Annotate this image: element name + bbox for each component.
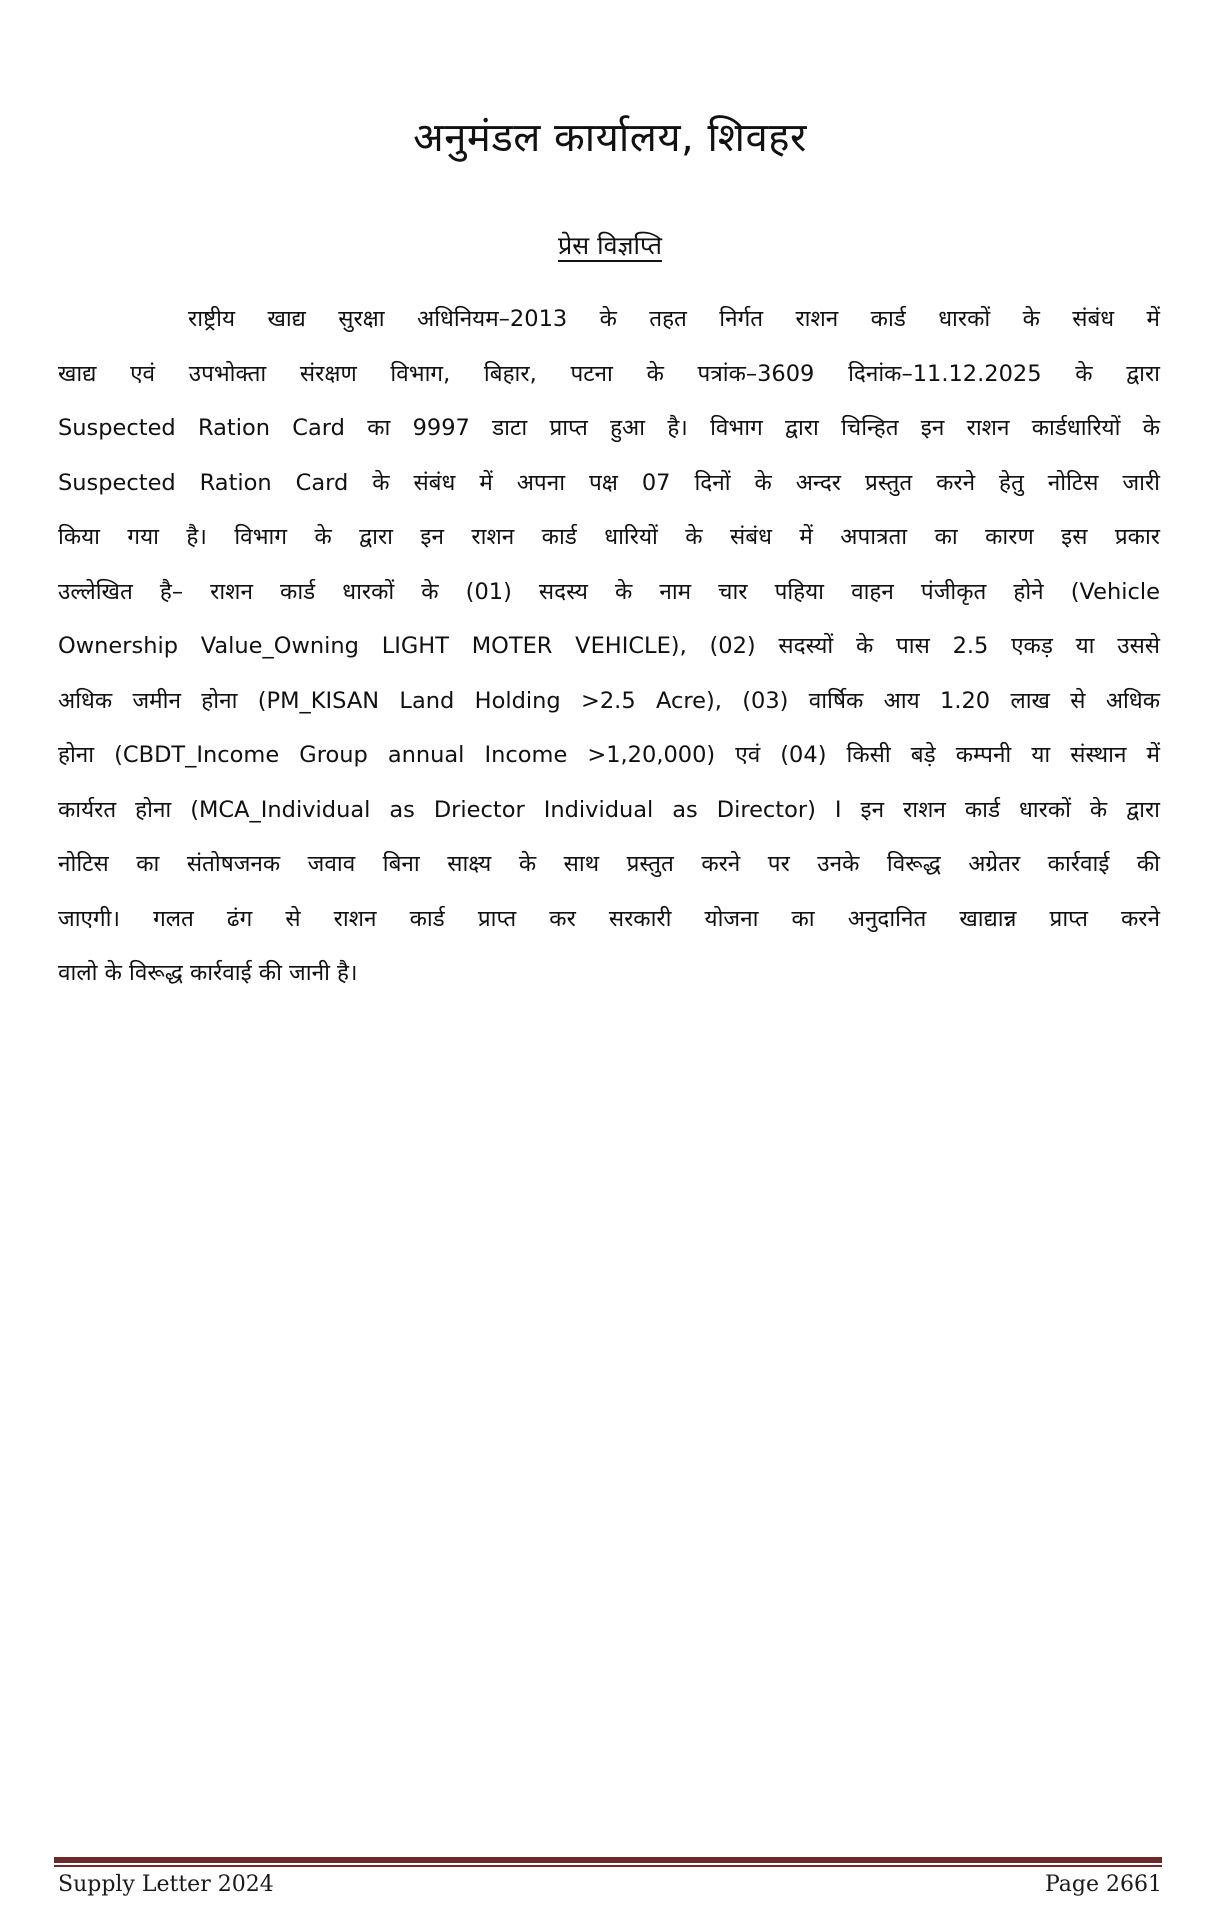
footer-page-number: Page 2661 xyxy=(1044,1872,1162,1897)
press-release-body xyxy=(58,292,1160,1001)
office-title: अनुमंडल कार्यालय, शिवहर xyxy=(413,115,807,161)
body-line: Suspected Ration Card के संबंध में अपना पक्ष 07 दिनों के अन्दर प्रस्तुत करने हेतु नोटिस जारी xyxy=(58,469,1160,496)
body-line: जाएगी। गलत ढंग से राशन कार्ड प्राप्त कर सरकारी योजना का अनुदानित खाद्यान्न प्राप्त करने xyxy=(58,905,1160,932)
footer-document-label: Supply Letter 2024 xyxy=(58,1872,274,1897)
press-release-heading: प्रेस विज्ञप्ति xyxy=(558,231,662,260)
body-line: उल्लेखित है– राशन कार्ड धारकों के (01) सदस्य के नाम चार पहिया वाहन पंजीकृत होने (Vehicle xyxy=(58,578,1160,605)
body-line: Suspected Ration Card का 9997 डाटा प्राप्त हुआ है। विभाग द्वारा चिन्हित इन राशन कार्डधारियों के xyxy=(58,415,1160,441)
body-line: कार्यरत होना (MCA_Individual as Driector Individual as Director) I इन राशन कार्ड धारकों के द्वारा xyxy=(58,796,1160,823)
body-line: किया गया है। विभाग के द्वारा इन राशन कार्ड धारियों के संबंध में अपात्रता का कारण इस प्रकार xyxy=(58,524,1160,550)
body-line: होना (CBDT_Income Group annual Income >1,20,000) एवं (04) किसी बड़े कम्पनी या संस्थान में xyxy=(58,742,1160,768)
body-line: अधिक जमीन होना (PM_KISAN Land Holding >2.5 Acre), (03) वार्षिक आय 1.20 लाख से अधिक xyxy=(58,687,1160,714)
body-line: नोटिस का संतोषजनक जवाव बिना साक्ष्य के साथ प्रस्तुत करने पर उनके विरूद्ध अग्रेतर कार्रवाई की xyxy=(58,851,1160,877)
body-line: Ownership Value_Owning LIGHT MOTER VEHICLE), (02) सदस्यों के पास 2.5 एकड़ या उससे xyxy=(58,633,1160,659)
body-line: खाद्य एवं उपभोक्ता संरक्षण विभाग, बिहार, पटना के पत्रांक–3609 दिनांक–11.12.2025 के द्वारा xyxy=(58,360,1160,387)
footer-divider-thick xyxy=(54,1857,1162,1863)
body-line: वालो के विरूद्ध कार्रवाई की जानी है। xyxy=(58,960,358,986)
press-release-heading-wrap xyxy=(0,228,1220,262)
body-line: राष्ट्रीय खाद्य सुरक्षा अधिनियम–2013 के तहत निर्गत राशन कार्ड धारकों के संबंध में xyxy=(188,306,1160,332)
footer-divider-thin xyxy=(54,1865,1162,1867)
